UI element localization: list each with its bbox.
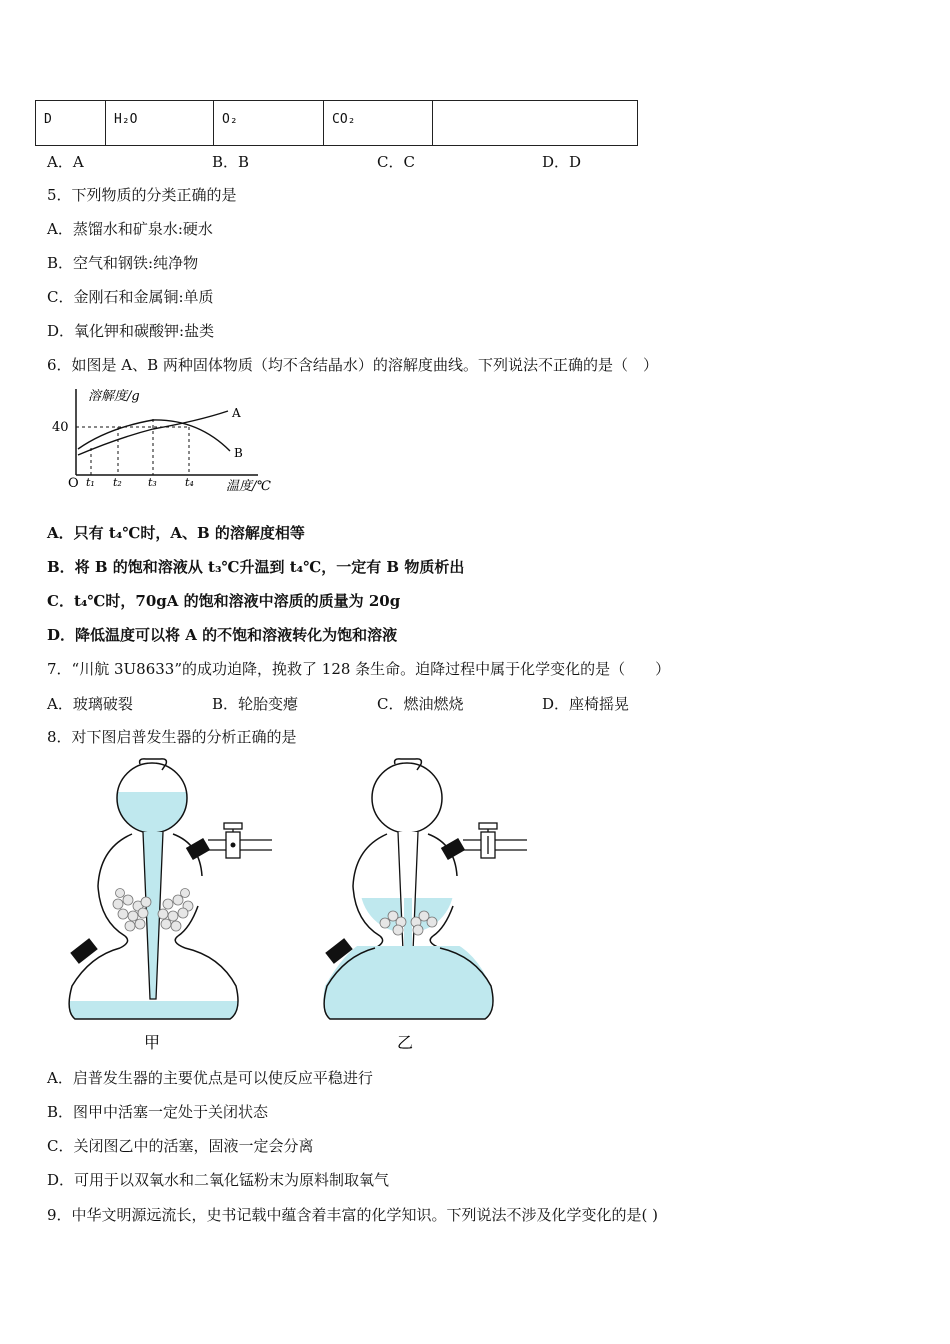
x-axis-label: 温度/℃ <box>226 479 271 494</box>
q4-option-b[interactable]: B．B <box>212 153 250 171</box>
y-tick-40: 40 <box>52 420 69 435</box>
liquid-base-right <box>315 946 505 1026</box>
y-axis-label: 溶解度/g <box>88 389 140 404</box>
table-cell: CO₂ <box>324 101 433 146</box>
q8-option-b[interactable]: B．图甲中活塞一定处于关闭状态 <box>47 1103 269 1121</box>
kipp-generator-left <box>60 759 272 1052</box>
top-bulb-right <box>372 763 442 833</box>
q7-option-a[interactable]: A．玻璃破裂 <box>47 695 133 713</box>
curve-b-label: B <box>234 446 243 460</box>
q8-stem: 8．对下图启普发生器的分析正确的是 <box>47 728 297 746</box>
q7-stem: 7．“川航 3U8633”的成功迫降，挽救了 128 条生命。迫降过程中属于化学变化的是（ ） <box>47 660 671 678</box>
q8-option-d[interactable]: D．可用于以双氧水和二氧化锰粉末为原料制取氧气 <box>47 1171 390 1189</box>
q4-option-d[interactable]: D．D <box>542 153 582 171</box>
origin-label: O <box>68 476 79 491</box>
table-row <box>36 101 638 146</box>
x-tick-t1: t₁ <box>86 476 95 489</box>
q5-option-a[interactable]: A．蒸馏水和矿泉水:硬水 <box>47 220 213 238</box>
table-cell: D <box>36 101 106 146</box>
answer-table <box>35 100 638 146</box>
q5-option-c[interactable]: C．金刚石和金属铜:单质 <box>47 288 214 306</box>
q5-option-b[interactable]: B．空气和钢铁:纯净物 <box>47 254 199 272</box>
q6-option-d[interactable]: D．降低温度可以将 A 的不饱和溶液转化为饱和溶液 <box>47 626 398 644</box>
x-tick-t2: t₂ <box>113 476 122 489</box>
q4-option-c[interactable]: C．C <box>377 153 415 171</box>
q8-option-c[interactable]: C．关闭图乙中的活塞，固液一定会分离 <box>47 1137 314 1155</box>
q7-option-d[interactable]: D．座椅摇晃 <box>542 695 630 713</box>
q5-option-d[interactable]: D．氧化钾和碳酸钾:盐类 <box>47 322 215 340</box>
x-tick-t4: t₄ <box>185 476 194 489</box>
label-jia: 甲 <box>144 1033 161 1052</box>
x-tick-t3: t₃ <box>148 476 157 489</box>
q7-option-c[interactable]: C．燃油燃烧 <box>377 695 464 713</box>
table-cell <box>433 101 638 146</box>
label-yi: 乙 <box>397 1033 414 1052</box>
table-cell: H₂O <box>106 101 214 146</box>
q7-option-b[interactable]: B．轮胎变瘪 <box>212 695 299 713</box>
q6-option-a[interactable]: A．只有 t₄℃时，A、B 的溶解度相等 <box>47 524 305 542</box>
stopper-left <box>70 938 98 964</box>
kipp-apparatus-figure <box>60 756 540 1056</box>
q9-stem: 9．中华文明源远流长，史书记载中蕴含着丰富的化学知识。下列说法不涉及化学变化的是( ) <box>47 1206 659 1224</box>
q8-option-a[interactable]: A．启普发生器的主要优点是可以使反应平稳进行 <box>47 1069 373 1087</box>
liquid-base-left <box>60 1001 250 1026</box>
q6-option-c[interactable]: C．t₄℃时，70gA 的饱和溶液中溶质的质量为 20g <box>47 592 401 610</box>
solubility-curve-figure <box>48 383 288 495</box>
q4-option-a[interactable]: A．A <box>47 153 84 171</box>
kipp-generator-right <box>315 759 527 1052</box>
q6-stem: 6．如图是 A、B 两种固体物质（均不含结晶水）的溶解度曲线。下列说法不正确的是（ ） <box>47 356 658 374</box>
q5-stem: 5．下列物质的分类正确的是 <box>47 186 237 204</box>
curve-a-label: A <box>232 406 241 420</box>
table-cell: O₂ <box>214 101 324 146</box>
q6-option-b[interactable]: B．将 B 的饱和溶液从 t₃℃升温到 t₄℃，一定有 B 物质析出 <box>47 558 465 576</box>
